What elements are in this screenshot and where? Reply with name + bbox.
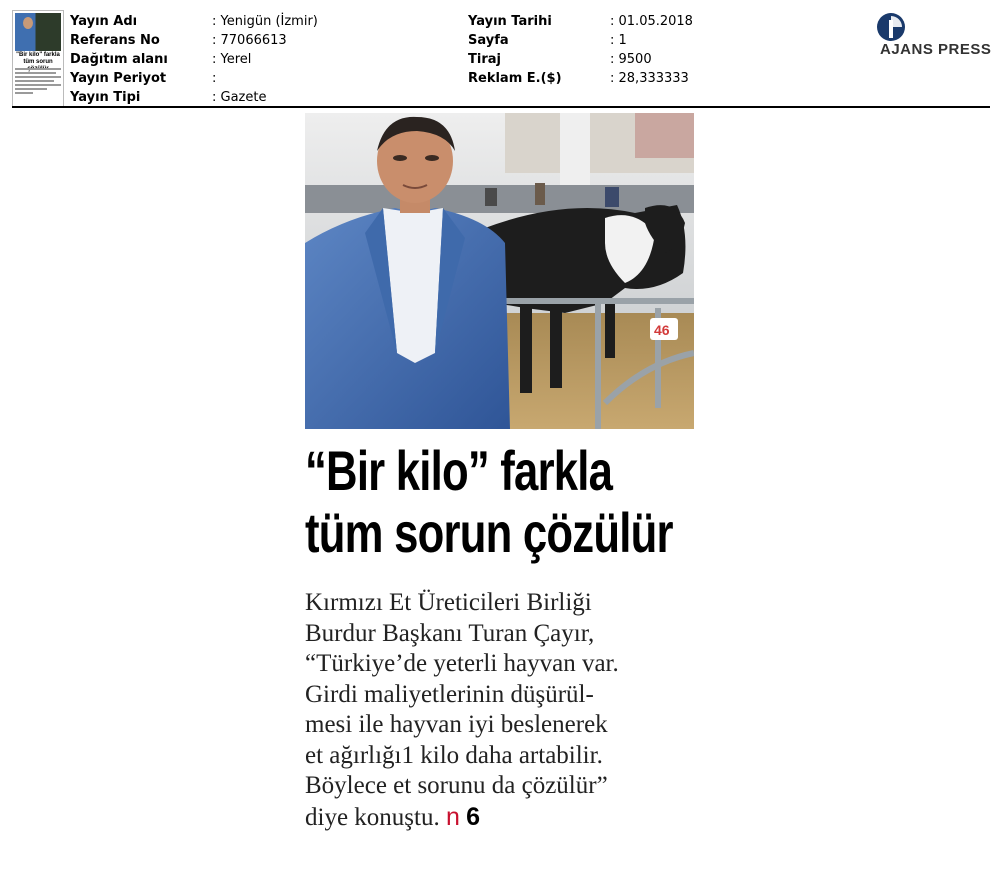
body-line-2: Burdur Başkanı Turan Çayır, <box>305 619 595 647</box>
svg-text:46: 46 <box>654 322 670 338</box>
ajans-press-logo[interactable] <box>870 12 990 62</box>
article-headline <box>305 439 673 564</box>
value-yayin-tarihi: : 01.05.2018 <box>610 14 693 29</box>
value-tiraj: : 9500 <box>610 52 652 67</box>
body-line-1: Kırmızı Et Üreticileri Birliği <box>305 589 592 616</box>
meta-values-right <box>610 12 760 88</box>
body-line-8-text: diye konuştu. <box>305 803 440 831</box>
value-reklam-esdegeri: : 28,333333 <box>610 71 689 86</box>
body-line-4: Girdi maliyetlerinin düşürül- <box>305 680 594 708</box>
headline-line-2: tüm sorun çözülür <box>305 501 673 564</box>
thumbnail-text-lines <box>15 68 61 96</box>
page-thumbnail[interactable] <box>12 10 64 107</box>
photo-man-with-cow <box>305 113 694 429</box>
value-referans-no: : 77066613 <box>212 33 287 48</box>
meta-values-left <box>212 12 442 107</box>
body-line-7: Böylece et sorunu da çözülür” <box>305 772 608 799</box>
value-yayin-periyot <box>212 71 216 86</box>
label-yayin-tipi: Yayın Tipi <box>70 90 141 105</box>
body-line-8 <box>305 802 705 834</box>
value-yayin-adi: : Yenigün (İzmir) <box>212 14 318 29</box>
body-line-6: et ağırlığı1 kilo daha artabilir. <box>305 741 603 769</box>
headline-line-1: “Bir kilo” farkla <box>305 439 613 502</box>
body-line-3: “Türkiye’de yeterli hayvan var. <box>305 650 619 677</box>
label-yayin-adi: Yayın Adı <box>70 14 138 29</box>
label-yayin-periyot: Yayın Periyot <box>70 71 167 86</box>
label-yayin-tarihi: Yayın Tarihi <box>468 14 552 29</box>
value-sayfa: : 1 <box>610 33 627 48</box>
label-tiraj: Tiraj <box>468 52 501 67</box>
value-dagitim-alani: : Yerel <box>212 52 251 67</box>
thumbnail-headline: "Bir kilo" farkla tüm sorun <box>16 52 60 65</box>
value-yayin-tipi: : Gazete <box>212 90 266 105</box>
meta-labels-left <box>70 12 210 107</box>
article-photo <box>305 113 694 429</box>
thumbnail-photo <box>15 13 61 51</box>
continued-page-ref[interactable]: 6 <box>466 802 481 831</box>
ajans-press-logo-icon <box>876 12 906 42</box>
article-body <box>305 588 705 833</box>
meta-labels-right <box>468 12 608 88</box>
header-divider <box>12 106 990 108</box>
ajans-press-logo-text: AJANS PRESS <box>880 41 992 58</box>
label-sayfa: Sayfa <box>468 33 509 48</box>
label-reklam-esdegeri: Reklam E.($) <box>468 71 562 86</box>
label-dagitim-alani: Dağıtım alanı <box>70 52 168 67</box>
article-end-mark: n <box>445 802 460 831</box>
body-line-5: mesi ile hayvan iyi beslenerek <box>305 711 608 738</box>
label-referans-no: Referans No <box>70 33 160 48</box>
